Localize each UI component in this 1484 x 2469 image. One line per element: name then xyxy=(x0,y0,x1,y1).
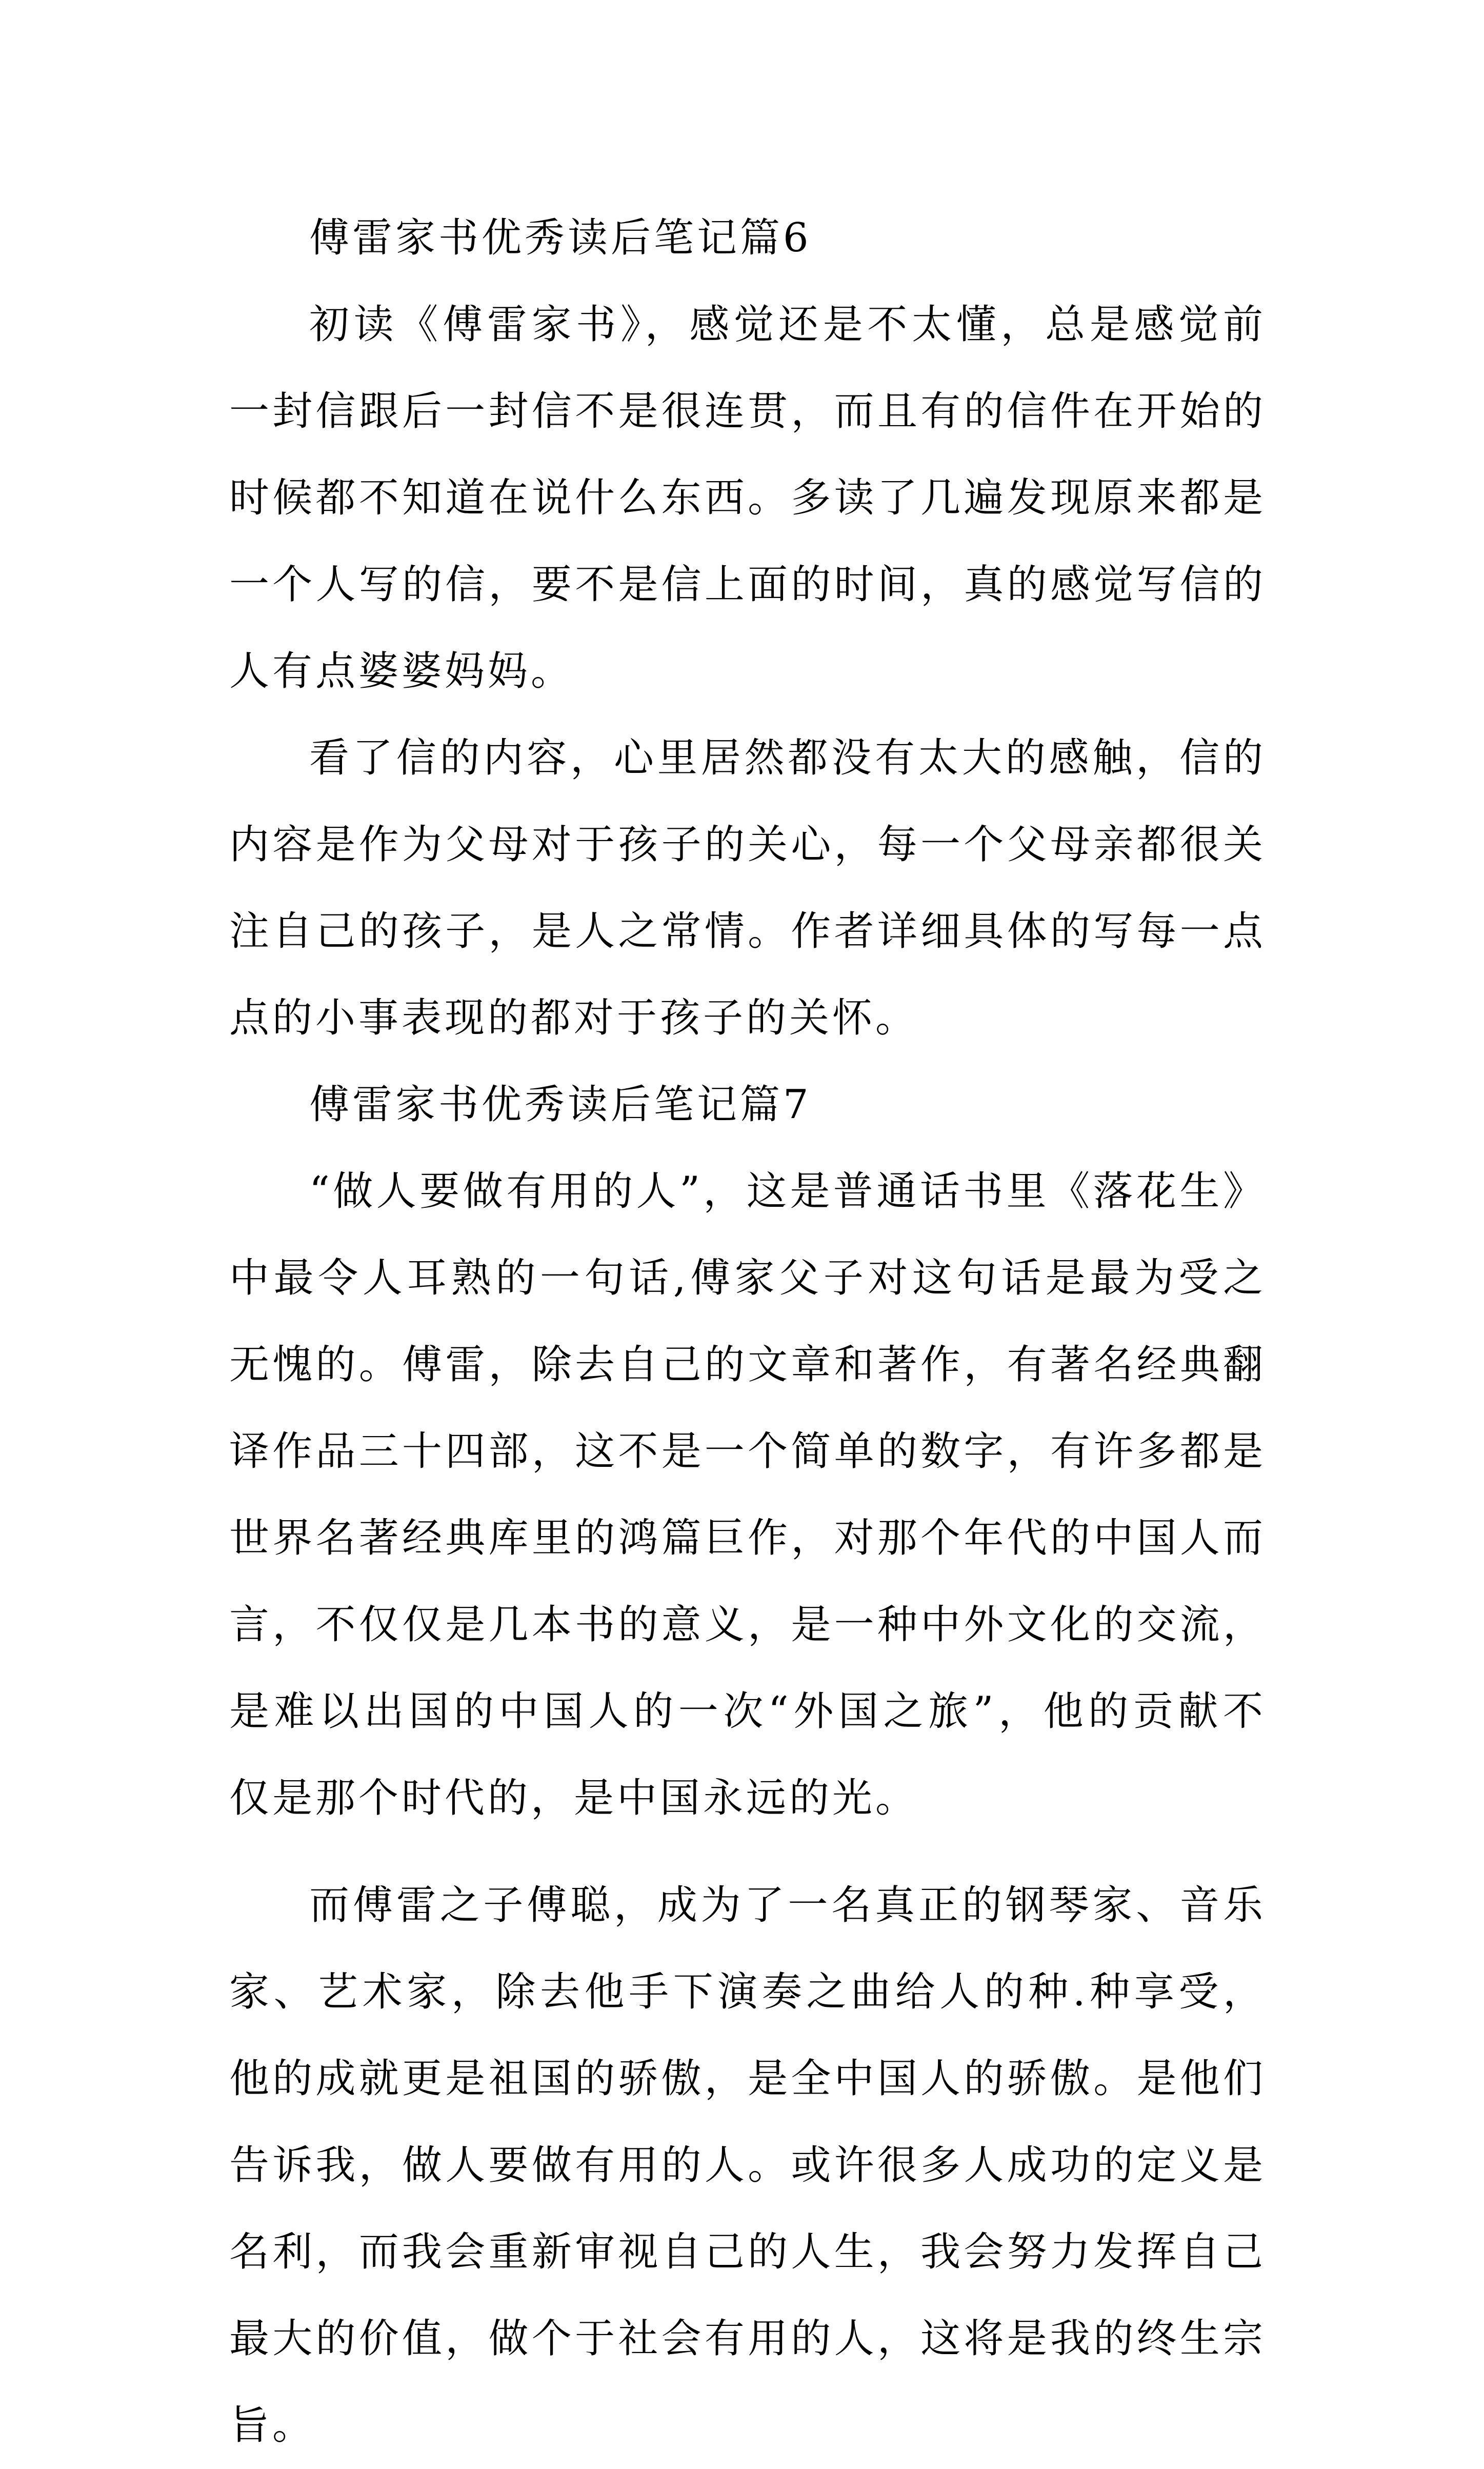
document-body xyxy=(229,195,1266,2469)
paragraph-spacer xyxy=(229,1842,1266,1862)
section-7-paragraph-1: “做人要做有用的人”，这是普通话书里《落花生》中最令人耳熟的一句话,傅家父子对这句话是最为受之无愧的。傅雷，除去自己的文章和著作，有著名经典翻译作品三十四部，这不是一个简单的数字，有许多都是世界名著经典库里的鸿篇巨作，对那个年代的中国人而言，不仅仅是几本书的意义，是一种中外文化的交流，是难以出国的中国人的一次“外国之旅”，他的贡献不仅是那个时代的，是中国永远的光。 xyxy=(229,1168,1266,1821)
section-6-heading: 傅雷家书优秀读后笔记篇6 xyxy=(309,215,812,261)
section-6-paragraph-2: 看了信的内容，心里居然都没有太大的感触，信的内容是作为父母对于孩子的关心，每一个父母亲都很关注自己的孩子，是人之常情。作者详细具体的写每一点点的小事表现的都对于孩子的关怀。 xyxy=(229,735,1266,1041)
section-7-paragraph-2: 而傅雷之子傅聪，成为了一名真正的钢琴家、音乐家、艺术家，除去他手下演奏之曲给人的种.种享受，他的成就更是祖国的骄傲，是全中国人的骄傲。是他们告诉我，做人要做有用的人。或许很多人成功的定义是名利，而我会重新审视自己的人生，我会努力发挥自己最大的价值，做个于社会有用的人，这将是我的终生宗旨。 xyxy=(229,1882,1266,2448)
section-6-paragraph-1: 初读《傅雷家书》，感觉还是不太懂，总是感觉前一封信跟后一封信不是很连贯，而且有的信件在开始的时候都不知道在说什么东西。多读了几遍发现原来都是一个人写的信，要不是信上面的时间，真的感觉写信的人有点婆婆妈妈。 xyxy=(229,302,1266,694)
section-7-heading: 傅雷家书优秀读后笔记篇7 xyxy=(309,1082,812,1128)
